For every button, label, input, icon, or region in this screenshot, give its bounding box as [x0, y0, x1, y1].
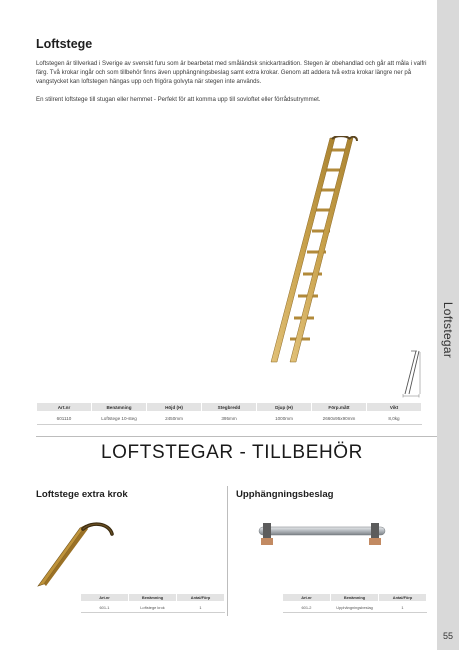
column-header: Antal/Förp	[177, 594, 225, 602]
column-header: Benämning	[92, 403, 147, 412]
table-cell: 2450mm	[147, 412, 202, 425]
table-row	[283, 602, 427, 613]
table-cell: 601-2	[283, 602, 331, 613]
product-description	[36, 59, 428, 112]
table-cell: 8,0kg	[367, 412, 422, 425]
accessories-heading: LOFTSTEGAR - TILLBEHÖR	[100, 442, 363, 463]
column-header: Benämning	[129, 594, 177, 602]
table-cell: 1	[177, 602, 225, 613]
table-cell: Upphängningsbeslag	[331, 602, 379, 613]
page-number: 55	[442, 631, 453, 641]
table-header-row	[283, 594, 427, 602]
table-header-row	[81, 594, 225, 602]
table-row	[81, 602, 225, 613]
ladder-rungs	[290, 150, 345, 339]
column-header: Djup (H)	[257, 403, 312, 412]
hanging-bracket-image	[257, 519, 387, 549]
column-header: Höjd (H)	[147, 403, 202, 412]
column-header: Art.nr	[37, 403, 92, 412]
section-divider	[36, 436, 437, 437]
table-header-row	[37, 403, 422, 412]
table-cell: 601-1	[81, 602, 129, 613]
hook-title: Loftstege extra krok	[36, 489, 128, 500]
product-spec-table	[36, 402, 422, 425]
column-header: Antal/Förp	[379, 594, 427, 602]
column-header: Stegbredd	[202, 403, 257, 412]
loft-ladder-image	[258, 136, 358, 364]
section-side-label	[437, 290, 459, 370]
column-header: Vikt	[367, 403, 422, 412]
table-cell: 2660x95x90mm	[312, 412, 367, 425]
extra-hook-image	[36, 520, 116, 590]
table-row	[37, 412, 422, 425]
column-divider	[227, 486, 228, 616]
column-header: Förp.mått	[312, 403, 367, 412]
bracket-title: Upphängningsbeslag	[236, 489, 334, 500]
table-cell: Loftstege 10-steg	[92, 412, 147, 425]
ladder-dimension-diagram	[393, 350, 423, 398]
table-cell: 1	[379, 602, 427, 613]
column-header: Benämning	[331, 594, 379, 602]
side-label-text: Loftstegar	[441, 301, 455, 359]
bracket-table	[282, 593, 427, 613]
description-paragraph: En stilrent loftstege till stugan eller hemmet - Perfekt för att komma upp till sovloftet eller förrådsutrymmet.	[36, 95, 321, 103]
product-title: Loftstege	[36, 37, 93, 51]
table-cell: 1000mm	[257, 412, 312, 425]
column-header: Art.nr	[81, 594, 129, 602]
table-cell: Loftstege krok	[129, 602, 177, 613]
description-paragraph: Loftstegen är tillverkad i Sverige av svenskt furu som är bearbetat med småländsk snickartradition. Stegen är obehandlad och går att måla i valfri färg. Två krokar ingår och som tillbehör finns även upphängningsbeslag samt extra krokar. Genom att addera två extra krokar längre ner på vangstycket kan loftstegen hängas upp och frigöra golvyta när stegen inte används.	[36, 60, 427, 86]
table-cell: 395mm	[202, 412, 257, 425]
table-cell: 601110	[37, 412, 92, 425]
hook-table	[80, 593, 225, 613]
column-header: Art.nr	[283, 594, 331, 602]
